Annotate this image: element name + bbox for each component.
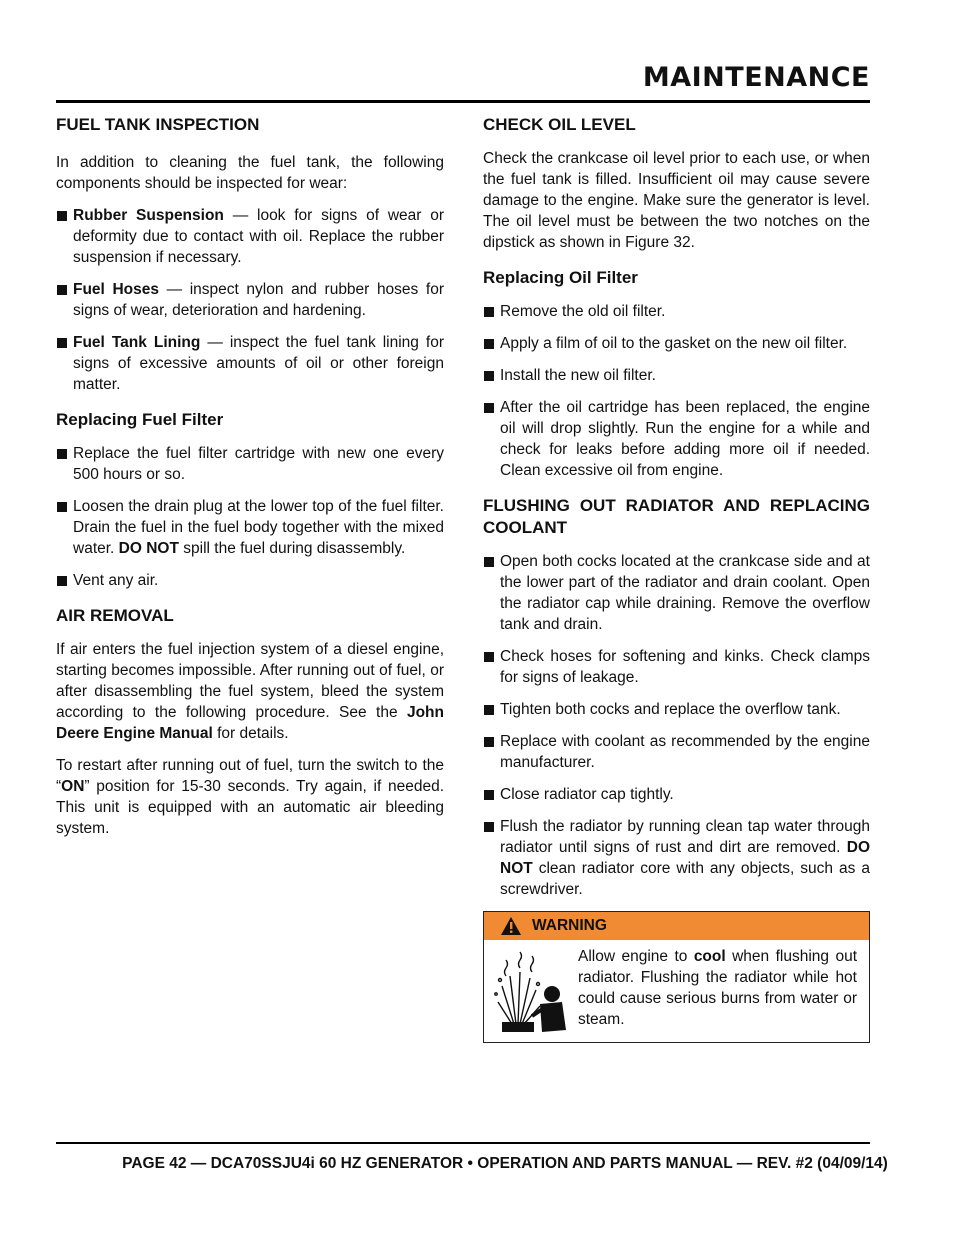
- warning-text: Allow engine to cool when flushing out radiator. Flushing the radiator while hot could cause serious burns from water or steam.: [578, 948, 858, 1028]
- bullet-square-icon: [484, 737, 494, 747]
- fuel-tank-heading: FUEL TANK INSPECTION: [56, 115, 260, 134]
- left-column: [56, 114, 444, 850]
- air-removal-paragraph-1: If air enters the fuel injection system of a diesel engine, starting becomes impossible. After running out of fuel, or after disassembling the fuel system, bleed the system according to the following procedure. See the John Deere Engine Manual for details.: [56, 641, 444, 742]
- item-bold: DO NOT: [500, 839, 870, 877]
- bullet-square-icon: [57, 211, 67, 221]
- list-item: [483, 646, 870, 688]
- item-text: Replace the fuel filter cartridge with new one every 500 hours or so.: [73, 445, 444, 483]
- bullet-square-icon: [57, 576, 67, 586]
- bullet-square-icon: [484, 652, 494, 662]
- warning-body: [484, 940, 869, 1042]
- item-text: clean radiator core with any objects, such as a screwdriver.: [500, 860, 870, 898]
- item-text: — inspect nylon and rubber hoses for signs of wear, deterioration and hardening.: [73, 281, 444, 319]
- hot-steam-burn-icon: [492, 946, 572, 1036]
- item-text: Apply a film of oil to the gasket on the new oil filter.: [500, 335, 848, 352]
- list-item: [56, 443, 444, 485]
- bullet-square-icon: [484, 790, 494, 800]
- item-text: Flush the radiator by running clean tap water through radiator until signs of rust and dirt are removed.: [500, 818, 870, 856]
- oil-level-heading: CHECK OIL LEVEL: [483, 115, 636, 134]
- item-text: Close radiator cap tightly.: [500, 786, 674, 803]
- item-bold: Rubber Suspension: [73, 207, 224, 224]
- bullet-square-icon: [484, 557, 494, 567]
- item-text: spill the fuel during disassembly.: [178, 540, 406, 557]
- bullet-square-icon: [484, 403, 494, 413]
- radiator-heading: FLUSHING OUT RADIATOR AND REPLACING COOLANT: [483, 496, 870, 537]
- bullet-square-icon: [484, 307, 494, 317]
- list-item: [56, 496, 444, 559]
- oil-level-paragraph: Check the crankcase oil level prior to each use, or when the fuel tank is filled. Insufficient oil may cause severe damage to the engine. Make sure the generator is level. The oil level must be between the two notches on the dipstick as shown in Figure 32.: [483, 150, 870, 251]
- list-item: [483, 816, 870, 900]
- item-bold: DO NOT: [118, 540, 179, 557]
- page-footer: PAGE 42 — DCA70SSJU4i 60 HZ GENERATOR • OPERATION AND PARTS MANUAL — REV. #2 (04/09/14): [122, 1155, 888, 1172]
- bullet-square-icon: [57, 338, 67, 348]
- bullet-square-icon: [484, 339, 494, 349]
- item-text: — inspect the fuel tank lining for signs of excessive amounts of oil or other foreign matter.: [73, 334, 444, 393]
- list-item: [483, 699, 870, 720]
- warning-header: [484, 912, 869, 940]
- bullet-square-icon: [57, 502, 67, 512]
- list-item: [483, 551, 870, 635]
- list-item: [483, 397, 870, 481]
- list-item: [56, 279, 444, 321]
- footer-rule: [56, 1142, 870, 1144]
- item-text: Open both cocks located at the crankcase side and at the lower part of the radiator and drain coolant. Open the radiator cap while draining. Remove the overflow tank and drain.: [500, 553, 870, 633]
- item-text: Vent any air.: [73, 572, 159, 589]
- list-item: [483, 731, 870, 773]
- warning-label: WARNING: [532, 917, 607, 934]
- list-item: [483, 301, 870, 322]
- item-bold: Fuel Hoses: [73, 281, 159, 298]
- fuel-tank-intro: In addition to cleaning the fuel tank, the following components should be inspected for wear:: [56, 154, 444, 192]
- air-removal-paragraph-2: To restart after running out of fuel, turn the switch to the “ON” position for 15-30 seconds. Try again, if needed. This unit is equipped with an automatic air bleeding system.: [56, 757, 444, 837]
- list-item: [483, 784, 870, 805]
- list-item: [56, 570, 444, 591]
- right-column: [483, 114, 870, 1043]
- warning-box: [483, 911, 870, 1043]
- item-bold: Fuel Tank Lining: [73, 334, 201, 351]
- bullet-square-icon: [484, 705, 494, 715]
- list-item: [56, 205, 444, 268]
- item-text: Loosen the drain plug at the lower top of the fuel filter. Drain the fuel in the fuel body together with the mixed water.: [73, 498, 444, 557]
- item-text: — look for signs of wear or deformity due to contact with oil. Replace the rubber suspension if necessary.: [73, 207, 444, 266]
- bullet-square-icon: [484, 371, 494, 381]
- fuel-filter-heading: Replacing Fuel Filter: [56, 410, 224, 429]
- item-text: Remove the old oil filter.: [500, 303, 666, 320]
- oil-filter-heading: Replacing Oil Filter: [483, 268, 638, 287]
- bullet-square-icon: [57, 285, 67, 295]
- bullet-square-icon: [57, 449, 67, 459]
- warning-triangle-icon: [500, 916, 522, 936]
- bullet-square-icon: [484, 822, 494, 832]
- air-removal-heading: AIR REMOVAL: [56, 606, 174, 625]
- item-text: After the oil cartridge has been replaced, the engine oil will drop slightly. Run the engine for a while and check for leaks before adding more oil if needed. Clean excessive oil from engine.: [500, 399, 870, 479]
- header-rule: [56, 100, 870, 103]
- list-item: [56, 332, 444, 395]
- list-item: [483, 365, 870, 386]
- list-item: [483, 333, 870, 354]
- page-title: MAINTENANCE: [642, 62, 870, 93]
- item-text: Tighten both cocks and replace the overflow tank.: [500, 701, 841, 718]
- item-text: Check hoses for softening and kinks. Check clamps for signs of leakage.: [500, 648, 870, 686]
- item-text: Replace with coolant as recommended by the engine manufacturer.: [500, 733, 870, 771]
- item-text: Install the new oil filter.: [500, 367, 656, 384]
